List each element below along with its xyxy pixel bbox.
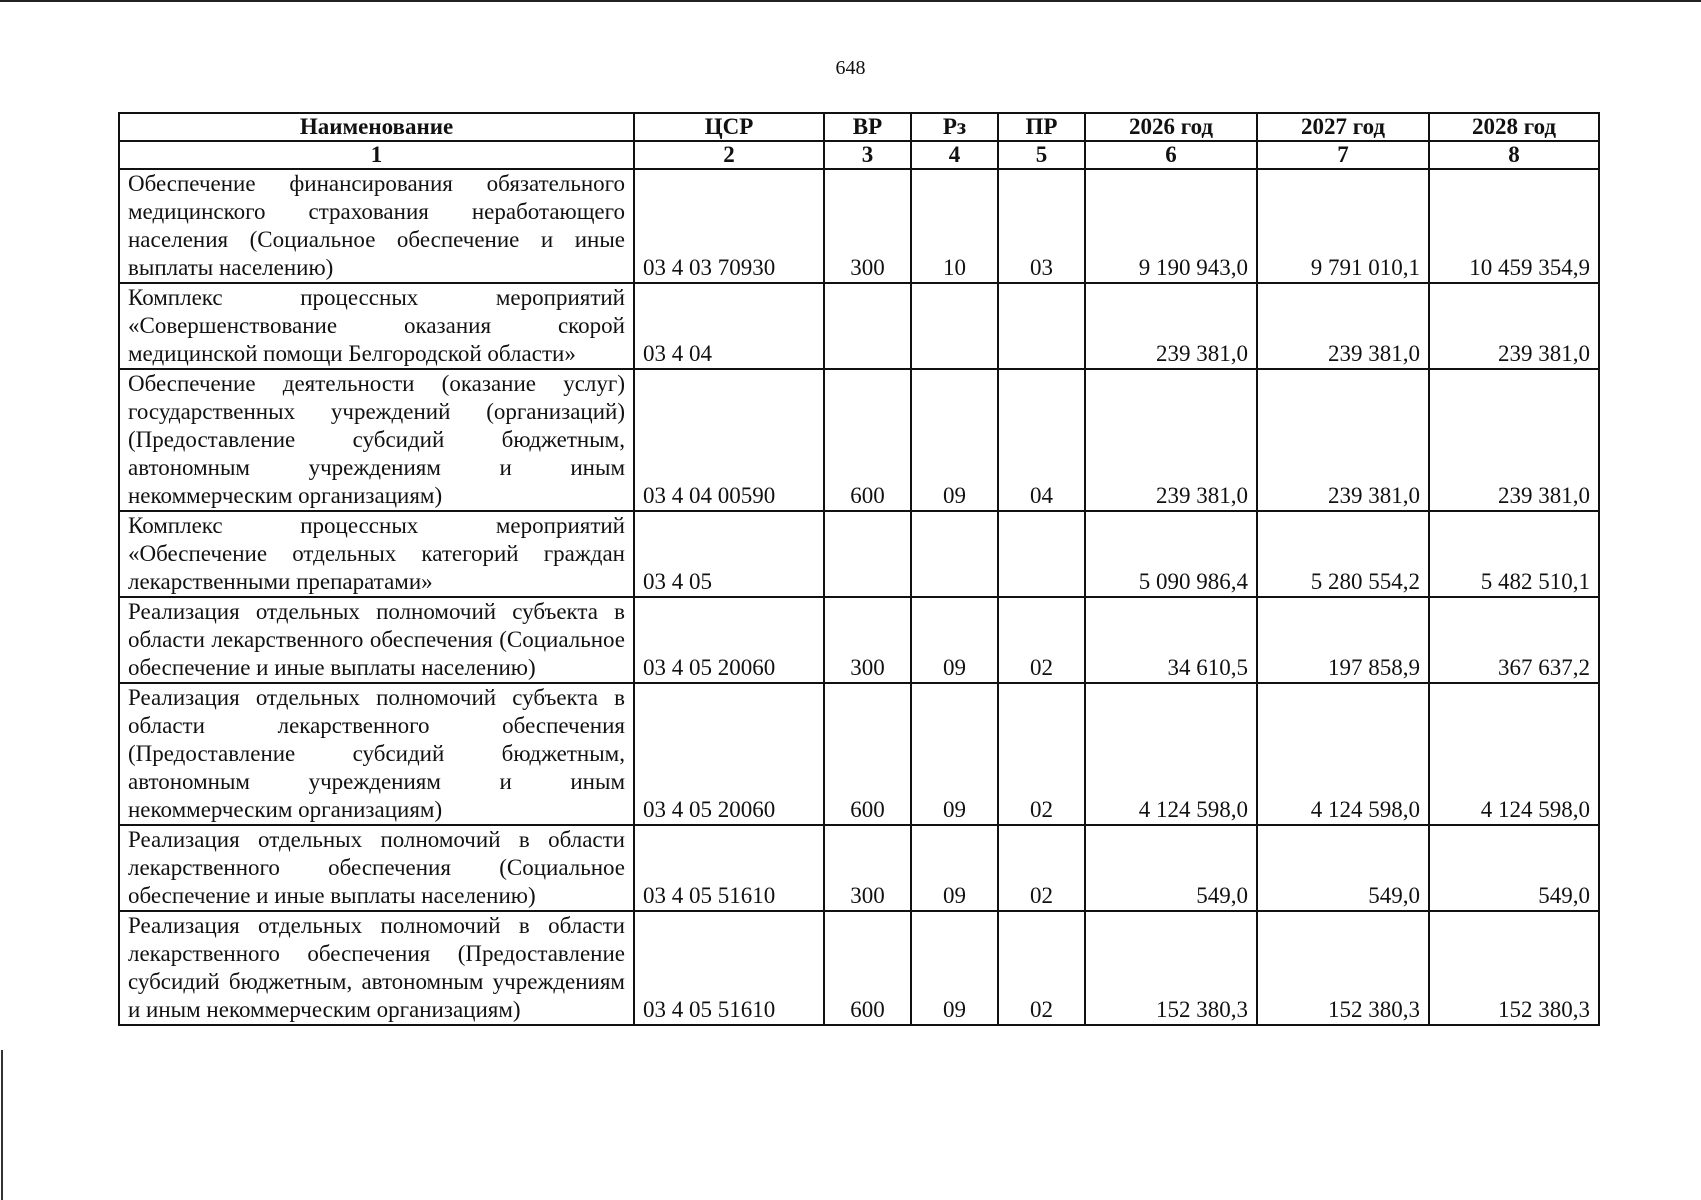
row-vr: [824, 283, 911, 369]
header-rz: Рз: [911, 113, 998, 141]
header-2028: 2028 год: [1429, 113, 1599, 141]
header-2027: 2027 год: [1257, 113, 1429, 141]
row-name: Реализация отдельных полномочий в области лекарственного обеспечения (Предоставление субсидий бюджетным, автономным учреждениям и иным некоммерческим организациям): [119, 911, 634, 1025]
table-row: [119, 597, 1599, 683]
row-csr: 03 4 04 00590: [634, 369, 824, 511]
row-2028: 5 482 510,1: [1429, 511, 1599, 597]
column-number: 7: [1257, 141, 1429, 169]
row-name: Обеспечение финансирования обязательного медицинского страхования неработающего населения (Социальное обеспечение и иные выплаты населению): [119, 169, 634, 283]
row-pr: [998, 283, 1085, 369]
row-csr: 03 4 05 20060: [634, 683, 824, 825]
header-name: Наименование: [119, 113, 634, 141]
row-csr: 03 4 05: [634, 511, 824, 597]
row-vr: 600: [824, 683, 911, 825]
row-rz: 09: [911, 369, 998, 511]
row-pr: 02: [998, 825, 1085, 911]
table-row: [119, 169, 1599, 283]
row-vr: 300: [824, 597, 911, 683]
row-2026: 34 610,5: [1085, 597, 1257, 683]
header-pr: ПР: [998, 113, 1085, 141]
row-2027: 9 791 010,1: [1257, 169, 1429, 283]
row-2028: 367 637,2: [1429, 597, 1599, 683]
column-number-row: [119, 141, 1599, 169]
row-2026: 239 381,0: [1085, 283, 1257, 369]
row-name: Комплекс процессных мероприятий «Обеспечение отдельных категорий граждан лекарственными препаратами»: [119, 511, 634, 597]
row-name: Комплекс процессных мероприятий «Совершенствование оказания скорой медицинской помощи Белгородской области»: [119, 283, 634, 369]
row-2027: 4 124 598,0: [1257, 683, 1429, 825]
row-csr: 03 4 04: [634, 283, 824, 369]
row-csr: 03 4 05 51610: [634, 911, 824, 1025]
row-pr: 02: [998, 597, 1085, 683]
row-pr: 02: [998, 911, 1085, 1025]
row-rz: 09: [911, 597, 998, 683]
column-number: 2: [634, 141, 824, 169]
row-rz: 09: [911, 825, 998, 911]
row-2026: 9 190 943,0: [1085, 169, 1257, 283]
table-row: [119, 911, 1599, 1025]
table-row: [119, 283, 1599, 369]
row-2027: 197 858,9: [1257, 597, 1429, 683]
row-rz: [911, 511, 998, 597]
row-name: Реализация отдельных полномочий в области лекарственного обеспечения (Социальное обеспечение и иные выплаты населению): [119, 825, 634, 911]
row-pr: 02: [998, 683, 1085, 825]
row-2027: 239 381,0: [1257, 283, 1429, 369]
row-pr: 03: [998, 169, 1085, 283]
row-name: Реализация отдельных полномочий субъекта в области лекарственного обеспечения (Социальное обеспечение и иные выплаты населению): [119, 597, 634, 683]
scan-left-edge: [1, 1050, 3, 1200]
row-csr: 03 4 03 70930: [634, 169, 824, 283]
table-row: [119, 369, 1599, 511]
row-2027: 549,0: [1257, 825, 1429, 911]
row-name: Обеспечение деятельности (оказание услуг) государственных учреждений (организаций) (Предоставление субсидий бюджетным, автономным учреждениям и иным некоммерческим организациям): [119, 369, 634, 511]
table-row: [119, 511, 1599, 597]
column-number: 3: [824, 141, 911, 169]
row-2028: 239 381,0: [1429, 283, 1599, 369]
column-number: 1: [119, 141, 634, 169]
budget-table: [118, 112, 1600, 1026]
row-vr: 300: [824, 169, 911, 283]
row-pr: [998, 511, 1085, 597]
page-number: 648: [835, 57, 866, 79]
row-2026: 549,0: [1085, 825, 1257, 911]
column-number: 8: [1429, 141, 1599, 169]
row-vr: [824, 511, 911, 597]
row-vr: 300: [824, 825, 911, 911]
row-csr: 03 4 05 51610: [634, 825, 824, 911]
row-2026: 152 380,3: [1085, 911, 1257, 1025]
table-row: [119, 683, 1599, 825]
row-2027: 239 381,0: [1257, 369, 1429, 511]
row-2028: 239 381,0: [1429, 369, 1599, 511]
row-2026: 4 124 598,0: [1085, 683, 1257, 825]
table-row: [119, 825, 1599, 911]
row-pr: 04: [998, 369, 1085, 511]
header-vr: ВР: [824, 113, 911, 141]
row-rz: [911, 283, 998, 369]
column-number: 4: [911, 141, 998, 169]
row-2026: 5 090 986,4: [1085, 511, 1257, 597]
row-2027: 5 280 554,2: [1257, 511, 1429, 597]
scan-top-edge: [0, 0, 1701, 2]
row-csr: 03 4 05 20060: [634, 597, 824, 683]
row-rz: 09: [911, 683, 998, 825]
row-rz: 09: [911, 911, 998, 1025]
column-number: 5: [998, 141, 1085, 169]
row-2026: 239 381,0: [1085, 369, 1257, 511]
header-row: [119, 113, 1599, 141]
column-number: 6: [1085, 141, 1257, 169]
header-2026: 2026 год: [1085, 113, 1257, 141]
row-2027: 152 380,3: [1257, 911, 1429, 1025]
row-2028: 10 459 354,9: [1429, 169, 1599, 283]
row-rz: 10: [911, 169, 998, 283]
header-csr: ЦСР: [634, 113, 824, 141]
row-2028: 549,0: [1429, 825, 1599, 911]
row-vr: 600: [824, 911, 911, 1025]
row-2028: 152 380,3: [1429, 911, 1599, 1025]
row-name: Реализация отдельных полномочий субъекта в области лекарственного обеспечения (Предоставление субсидий бюджетным, автономным учреждениям и иным некоммерческим организациям): [119, 683, 634, 825]
row-vr: 600: [824, 369, 911, 511]
row-2028: 4 124 598,0: [1429, 683, 1599, 825]
